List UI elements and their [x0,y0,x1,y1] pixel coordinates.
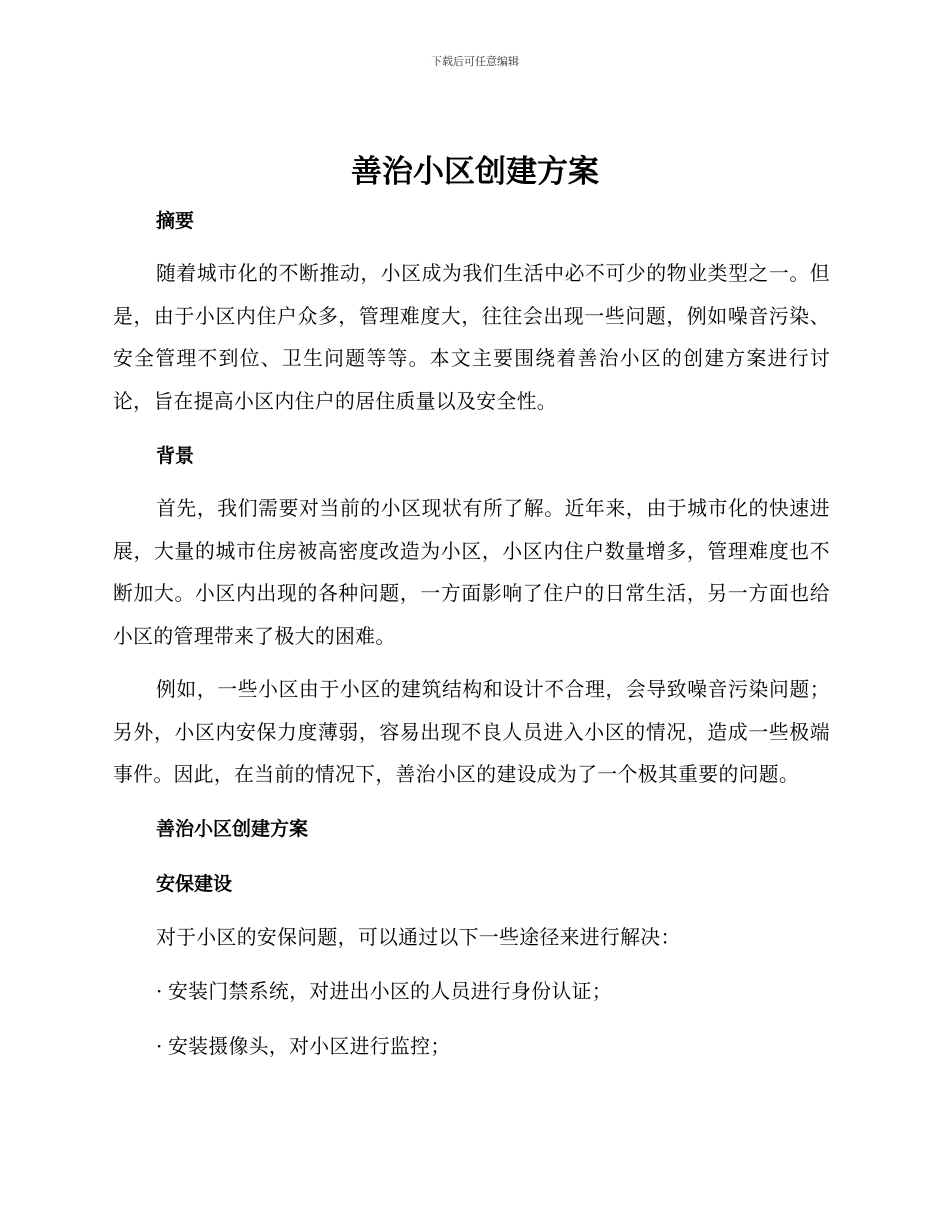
page-header-note: 下载后可任意编辑 [431,55,519,68]
paragraph-security-intro: 对于小区的安保问题，可以通过以下一些途径来进行解决： [156,925,681,949]
paragraph-abstract: 随着城市化的不断推动，小区成为我们生活中必不可少的物业类型之一。但是，由于小区内住户众多，管理难度大，往往会出现一些问题，例如噪音污染、安全管理不到位、卫生问题等等。本文主要围绕着善治小区的创建方案进行讨论，旨在提高小区内住户的居住质量以及安全性。 [113,262,830,413]
paragraph-background-1: 首先，我们需要对当前的小区现状有所了解。近年来，由于城市化的快速进展，大量的城市住房被高密度改造为小区，小区内住户数量增多，管理难度也不断加大。小区内出现的各种问题，一方面影响了住户的日常生活，另一方面也给小区的管理带来了极大的困难。 [113,497,830,648]
list-item-text: 安装摄像头，对小区进行监控； [168,1034,451,1058]
heading-security: 安保建设 [156,872,233,895]
bullet-dot: · [156,980,163,1003]
heading-plan: 善治小区创建方案 [156,817,309,840]
bullet-dot: · [156,1034,163,1058]
document-title: 善治小区创建方案 [351,154,599,190]
heading-abstract: 摘要 [156,210,195,232]
list-item [113,971,830,1014]
heading-background: 背景 [156,445,195,467]
list-item [113,1026,830,1069]
list-item-text: 安装门禁系统，对进出小区的人员进行身份认证； [168,980,612,1003]
document-body [113,200,830,1068]
security-measures-list [113,971,830,1068]
paragraph-background-2: 例如，一些小区由于小区的建筑结构和设计不合理，会导致噪音污染问题；另外，小区内安保力度薄弱，容易出现不良人员进入小区的情况，造成一些极端事件。因此，在当前的情况下，善治小区的建设成为了一个极其重要的问题。 [113,678,830,786]
